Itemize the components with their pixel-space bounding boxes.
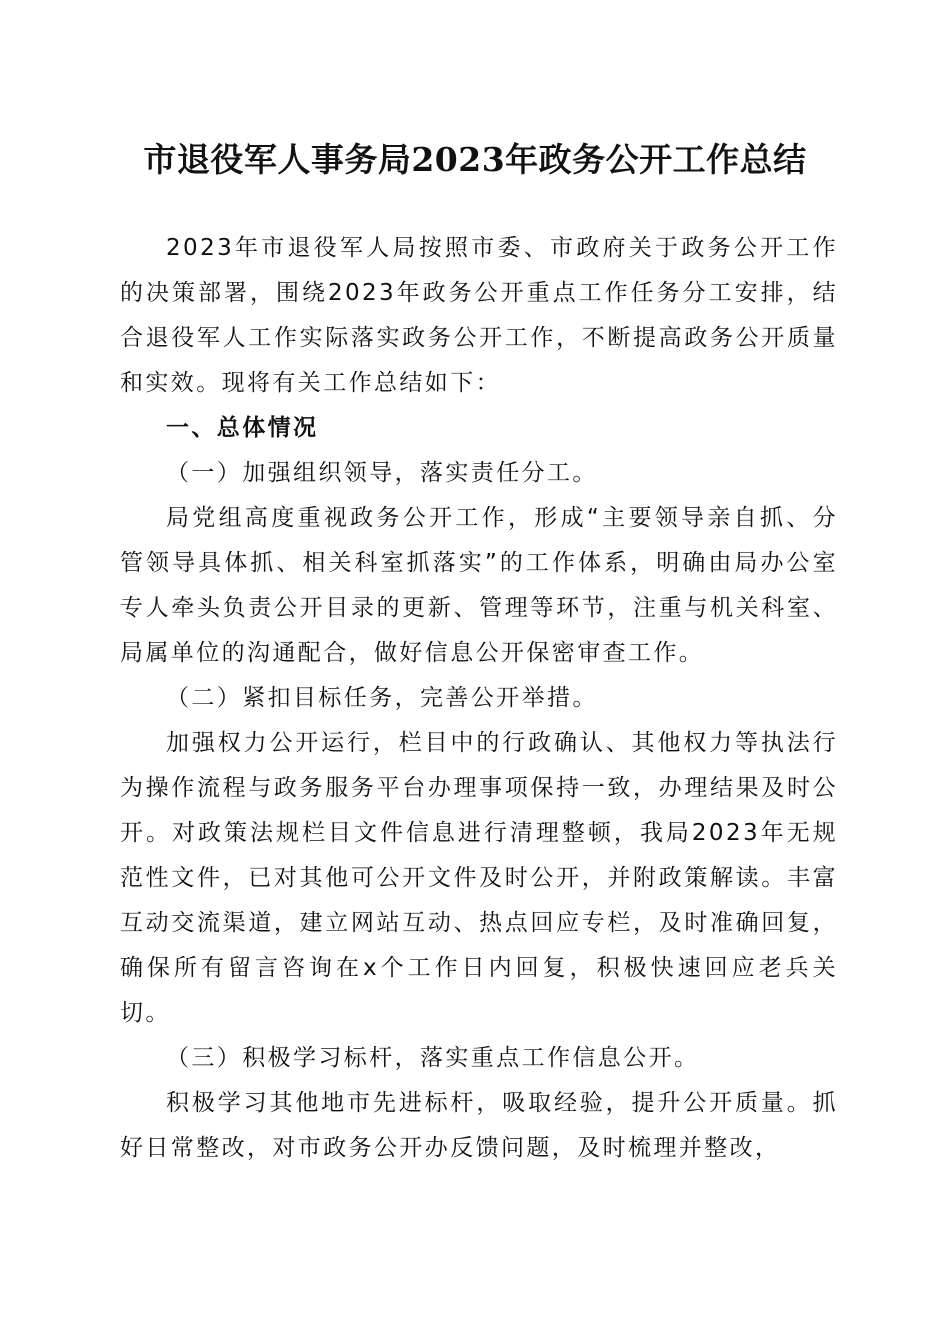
subsection-heading-3: （三）积极学习标杆，落实重点工作信息公开。 [166, 1045, 700, 1071]
document-body [120, 226, 838, 1171]
intro-paragraph: 2023年市退役军人局按照市委、市政府关于政务公开工作的决策部署，围绕2023年政务公开重点工作任务分工安排，结合退役军人工作实际落实政务公开工作，不断提高政务公开质量和实效。现将有关工作总结如下： [120, 235, 838, 396]
section-heading-overall: 一、总体情况 [166, 415, 319, 441]
subsection-heading-1: （一）加强组织领导，落实责任分工。 [166, 460, 598, 486]
paragraph-1: 局党组高度重视政务公开工作，形成“主要领导亲自抓、分管领导具体抓、相关科室抓落实”的工作体系，明确由局办公室专人牵头负责公开目录的更新、管理等环节，注重与机关科室、局属单位的沟通配合，做好信息公开保密审查工作。 [120, 505, 838, 666]
subsection-heading-2: （二）紧扣目标任务，完善公开举措。 [166, 685, 598, 711]
document-title: 市退役军人事务局2023年政务公开工作总结 [143, 140, 807, 179]
paragraph-2: 加强权力公开运行，栏目中的行政确认、其他权力等执法行为操作流程与政务服务平台办理事项保持一致，办理结果及时公开。对政策法规栏目文件信息进行清理整顿，我局2023年无规范性文件，已对其他可公开文件及时公开，并附政策解读。丰富互动交流渠道，建立网站互动、热点回应专栏，及时准确回复，确保所有留言咨询在x个工作日内回复，积极快速回应老兵关切。 [120, 730, 838, 1026]
paragraph-3: 积极学习其他地市先进标杆，吸取经验，提升公开质量。抓好日常整改，对市政务公开办反馈问题，及时梳理并整改， [120, 1090, 838, 1161]
